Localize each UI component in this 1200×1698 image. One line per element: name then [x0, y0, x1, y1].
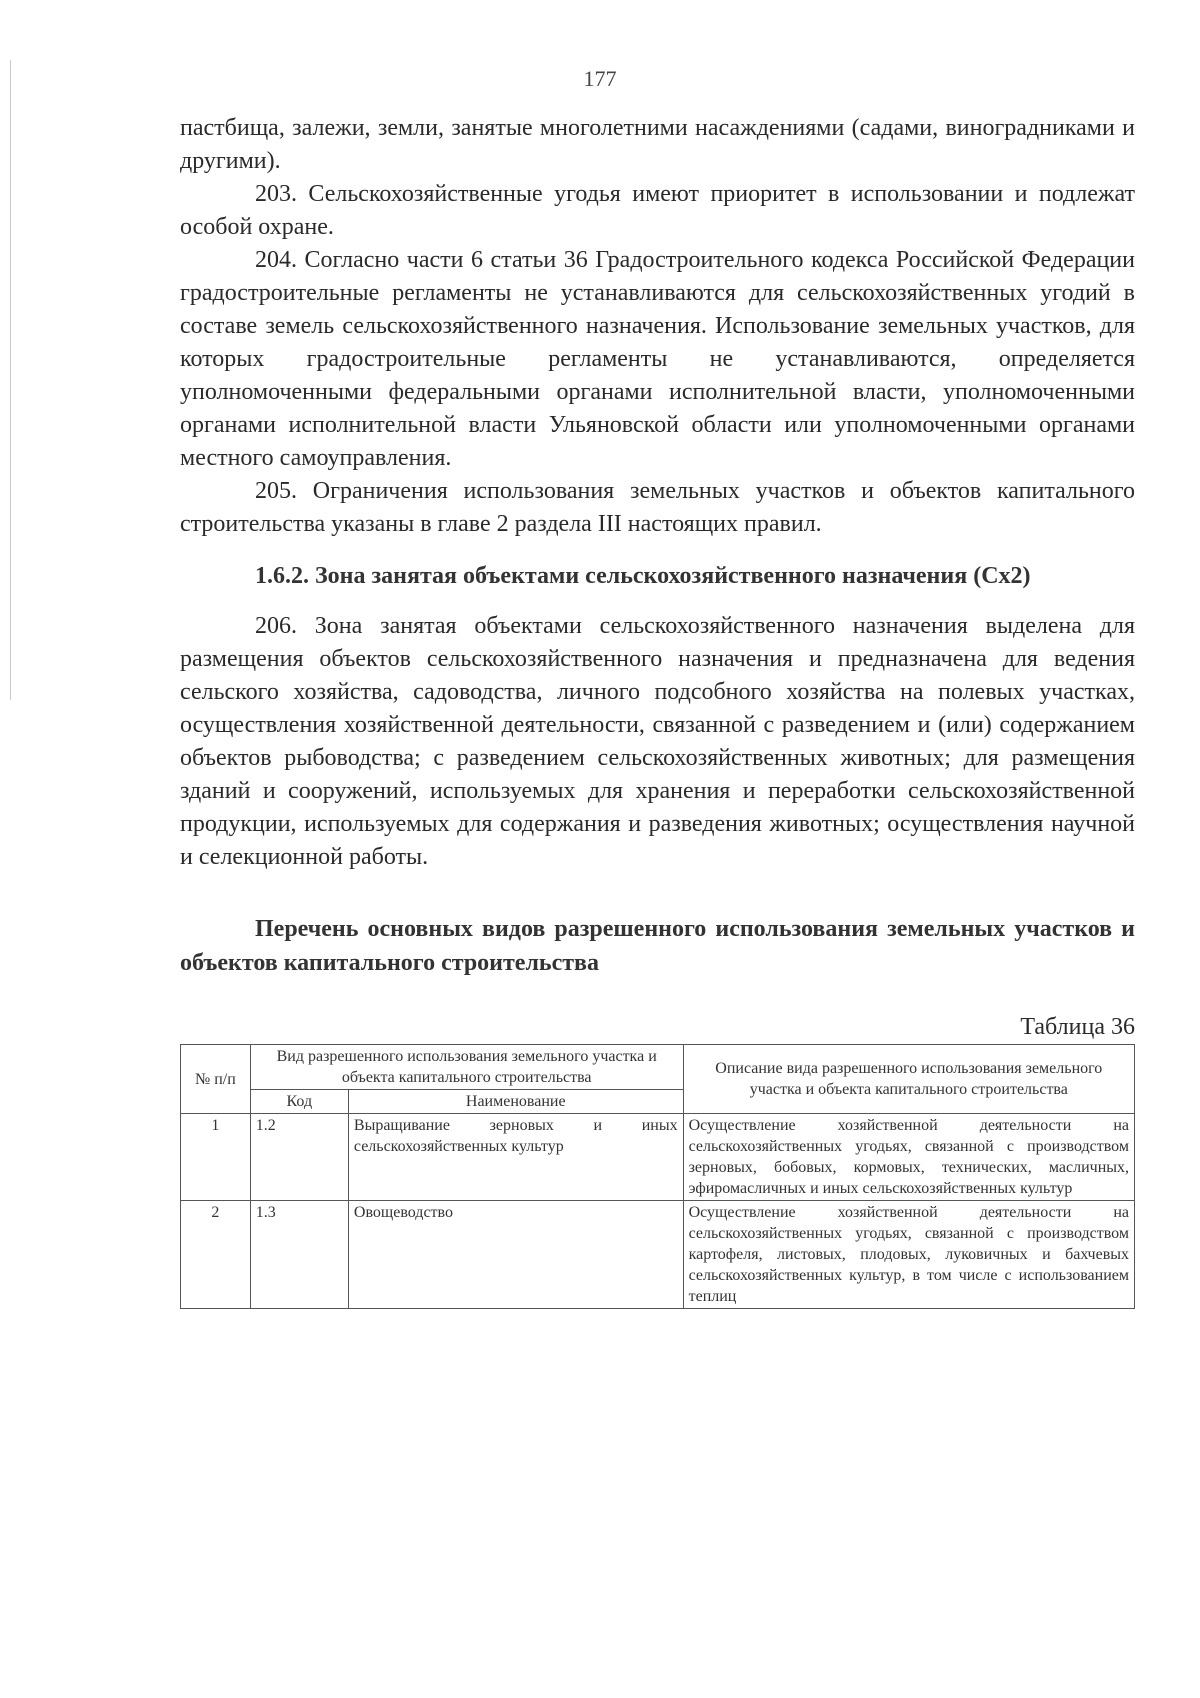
- paragraph-206: 206. Зона занятая объектами сельскохозяйственного назначения выделена для размещения объектов сельскохозяйственного назначения и предназначена для ведения сельского хозяйства, садоводства, личного подсобного хозяйства на полевых участках, осуществления хозяйственной деятельности, связанной с разведением и (или) содержанием объектов рыбоводства; с разведением сельскохозяйственных животных; для размещения зданий и сооружений, используемых для хранения и переработки сельскохозяйственной продукции, используемых для содержания и разведения животных; осуществления научной и селекционной работы.: [180, 613, 1135, 870]
- row-description: Осуществление хозяйственной деятельности на сельскохозяйственных угодьях, связанной с производством картофеля, листовых, плодовых, луковичных и бахчевых сельскохозяйственных культур, в том числе с использованием теплиц: [683, 1201, 1134, 1309]
- row-name: Выращивание зерновых и иных сельскохозяйственных культур: [348, 1114, 683, 1201]
- row-code: 1.2: [250, 1114, 348, 1201]
- header-name: Наименование: [348, 1090, 683, 1114]
- header-kind: Вид разрешенного использования земельного участка и объекта капитального строительства: [250, 1045, 683, 1090]
- section-heading: 1.6.2. Зона занятая объектами сельскохозяйственного назначения (Сх2): [255, 563, 1031, 589]
- paragraph-203: 203. Сельскохозяйственные угодья имеют приоритет в использовании и подлежат особой охране.: [180, 181, 1135, 240]
- table-row: [181, 1201, 1135, 1309]
- table-label: Таблица 36: [1020, 1014, 1135, 1040]
- row-code: 1.3: [250, 1201, 348, 1309]
- header-description: Описание вида разрешенного использования земельного участка и объекта капитального строительства: [683, 1045, 1134, 1114]
- paragraph-continuation: пастбища, залежи, земли, занятые многолетними насаждениями (садами, виноградниками и другими).: [180, 115, 1135, 174]
- table-row: [181, 1114, 1135, 1201]
- page-number: 177: [583, 66, 617, 91]
- row-num: 2: [181, 1201, 251, 1309]
- permitted-use-table: [180, 1044, 1135, 1309]
- header-num: № п/п: [181, 1045, 251, 1114]
- row-name: Овощеводство: [348, 1201, 683, 1309]
- row-num: 1: [181, 1114, 251, 1201]
- paragraph-204: 204. Согласно части 6 статьи 36 Градостроительного кодекса Российской Федерации градостроительные регламенты не устанавливаются для сельскохозяйственных угодий в составе земель сельскохозяйственного назначения. Использование земельных участков, для которых градостроительные регламенты не устанавливаются, определяется уполномоченными федеральными органами исполнительной власти, уполномоченными органами исполнительной власти Ульяновской области или уполномоченными органами местного самоуправления.: [180, 247, 1135, 471]
- row-description: Осуществление хозяйственной деятельности на сельскохозяйственных угодьях, связанной с производством зерновых, бобовых, кормовых, технических, масличных, эфиромасличных и иных сельскохозяйственных культур: [683, 1114, 1134, 1201]
- header-code: Код: [250, 1090, 348, 1114]
- paragraph-205: 205. Ограничения использования земельных участков и объектов капитального строительства указаны в главе 2 раздела III настоящих правил.: [180, 478, 1135, 537]
- list-title: Перечень основных видов разрешенного использования земельных участков и объектов капитального строительства: [180, 916, 1135, 976]
- document-body: [180, 112, 1135, 1309]
- scan-margin-line: [10, 60, 11, 700]
